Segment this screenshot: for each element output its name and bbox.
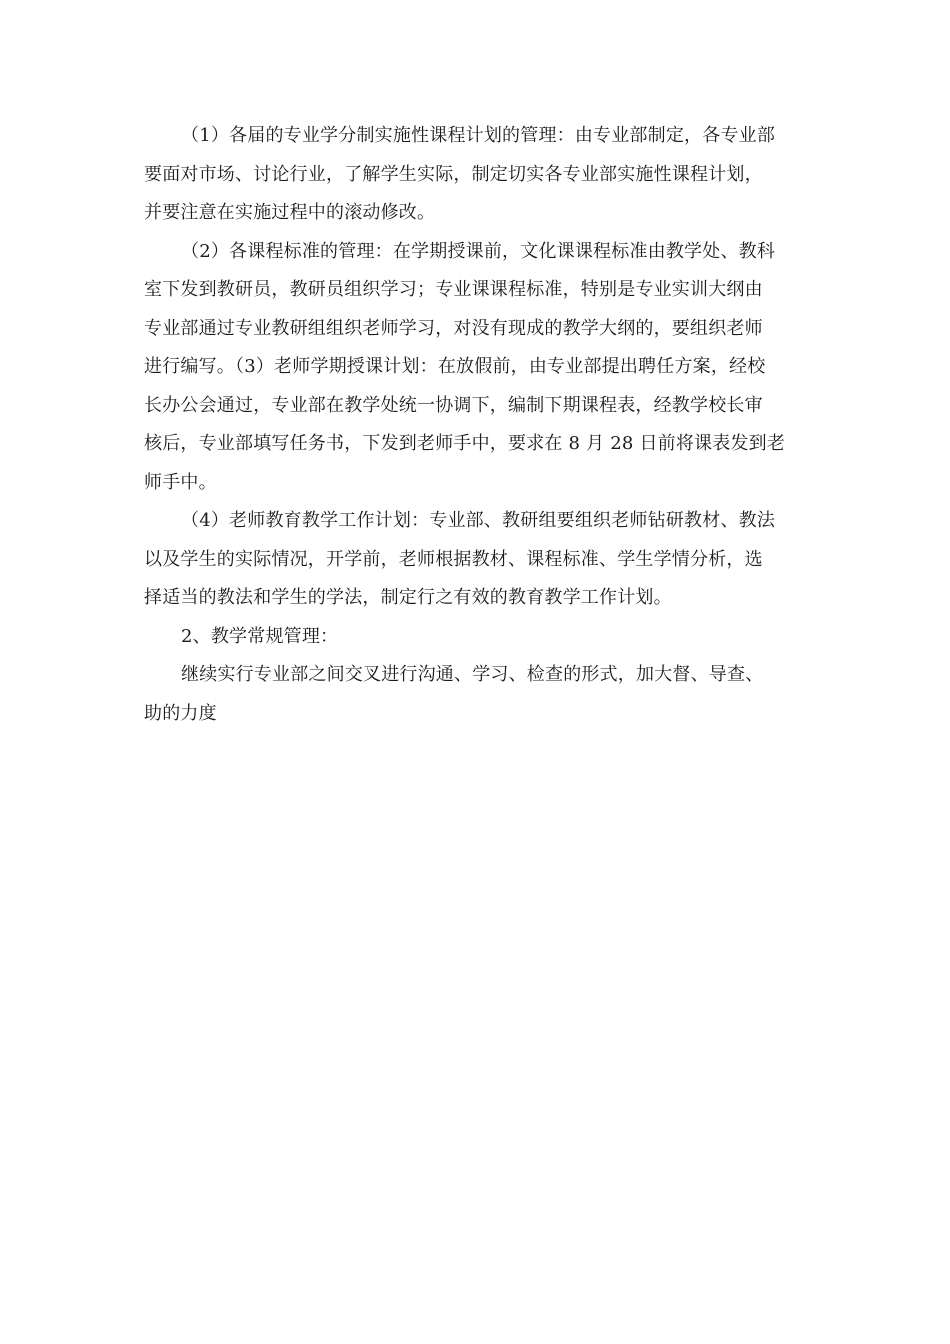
paragraph-2-line-5: 长办公会通过，专业部在教学处统一协调下，编制下期课程表，经教学校长审	[144, 394, 763, 416]
section-heading: 2、教学常规管理：	[181, 625, 339, 647]
paragraph-3-line-3: 择适当的教法和学生的学法，制定行之有效的教育教学工作计划。	[144, 587, 672, 608]
paragraph-1-line-2: 要面对市场、讨论行业，了解学生实际，制定切实各专业部实施性课程计划，	[144, 163, 763, 185]
paragraph-2-line-7: 师手中。	[144, 471, 217, 493]
paragraph-3-line-1: （4）老师教育教学工作计划：专业部、教研组要组织老师钻研教材、教法	[181, 510, 776, 531]
paragraph-4-line-1: 继续实行专业部之间交叉进行沟通、学习、检查的形式，加大督、导查、	[181, 664, 764, 685]
paragraph-2-line-4: 进行编写。（3）老师学期授课计划：在放假前，由专业部提出聘任方案，经校	[144, 356, 766, 377]
paragraph-4-line-2: 助的力度	[144, 702, 217, 724]
paragraph-1-line-3: 并要注意在实施过程中的滚动修改。	[144, 202, 436, 223]
paragraph-2-line-6: 核后，专业部填写任务书，下发到老师手中，要求在 8 月 28 日前将课表发到老	[144, 433, 786, 454]
paragraph-3-line-2: 以及学生的实际情况，开学前，老师根据教材、课程标准、学生学情分析，选	[144, 548, 763, 570]
paragraph-2-line-1: （2）各课程标准的管理：在学期授课前，文化课课程标准由教学处、教科	[181, 240, 776, 262]
paragraph-1-line-1: （1）各届的专业学分制实施性课程计划的管理：由专业部制定，各专业部	[181, 125, 776, 146]
paragraph-2-line-2: 室下发到教研员，教研员组织学习；专业课课程标准，特别是专业实训大纲由	[144, 279, 763, 300]
document-body	[144, 117, 808, 733]
paragraph-2-line-3: 专业部通过专业教研组组织老师学习，对没有现成的教学大纲的，要组织老师	[144, 317, 763, 339]
